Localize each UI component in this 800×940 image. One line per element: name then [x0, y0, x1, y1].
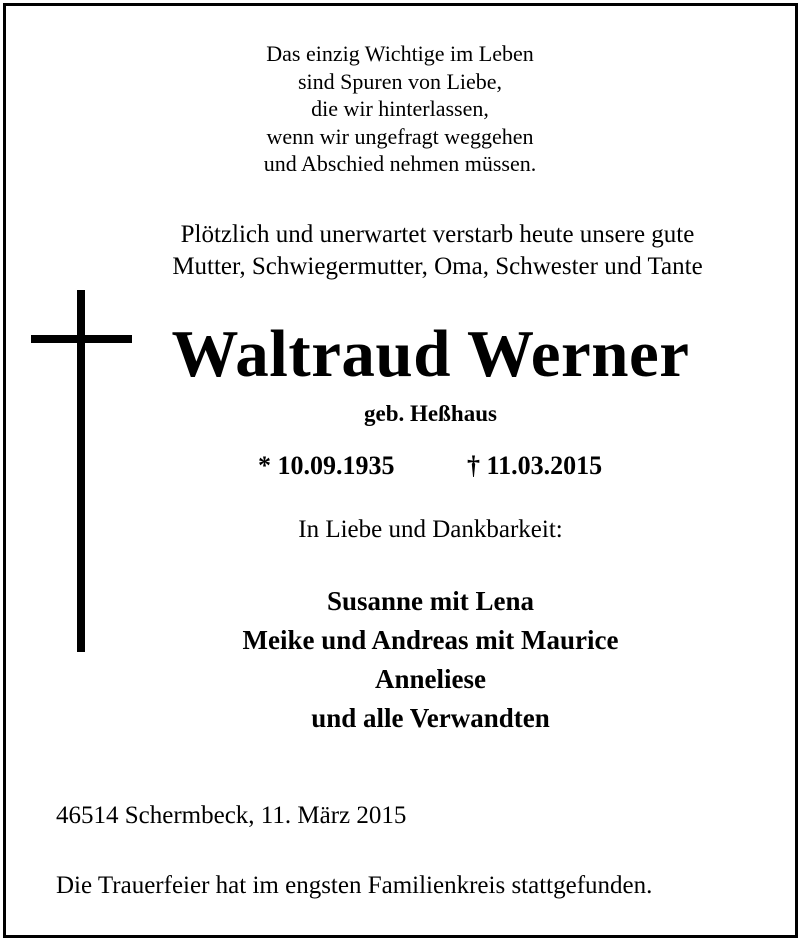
- thanks-line: In Liebe und Dankbarkeit:: [298, 516, 563, 543]
- announcement-line: Mutter, Schwiegermutter, Oma, Schwester und Tante: [172, 253, 703, 280]
- mourner-item: Susanne mit Lena: [326, 586, 535, 616]
- birth-name: geb. Heßhaus: [364, 401, 497, 426]
- place-and-date: 46514 Schermbeck, 11. März 2015: [56, 802, 407, 829]
- poem-line: die wir hinterlassen,: [311, 96, 489, 121]
- poem-line: Das einzig Wichtige im Leben: [266, 41, 534, 66]
- poem-line: und Abschied nehmen müssen.: [263, 151, 537, 176]
- birth-date: * 10.09.1935: [258, 451, 395, 480]
- mourner-item: Anneliese: [375, 664, 486, 694]
- poem-line: wenn wir ungefragt weggehen: [266, 123, 534, 149]
- announcement-line: Plötzlich und unerwartet verstarb heute unsere gute: [180, 221, 695, 248]
- poem-verse: [0, 40, 800, 178]
- death-date: † 11.03.2015: [467, 451, 603, 480]
- deceased-name: Waltraud Werner: [171, 317, 690, 391]
- poem-line: sind Spuren von Liebe,: [297, 68, 503, 94]
- mourners-list: [78, 582, 783, 738]
- mourner-item: und alle Verwandten: [311, 703, 550, 733]
- mourner-item: Meike und Andreas mit Maurice: [242, 625, 619, 655]
- announcement-text: [0, 219, 800, 283]
- funeral-note: Die Trauerfeier hat im engsten Familienkreis stattgefunden.: [56, 872, 653, 899]
